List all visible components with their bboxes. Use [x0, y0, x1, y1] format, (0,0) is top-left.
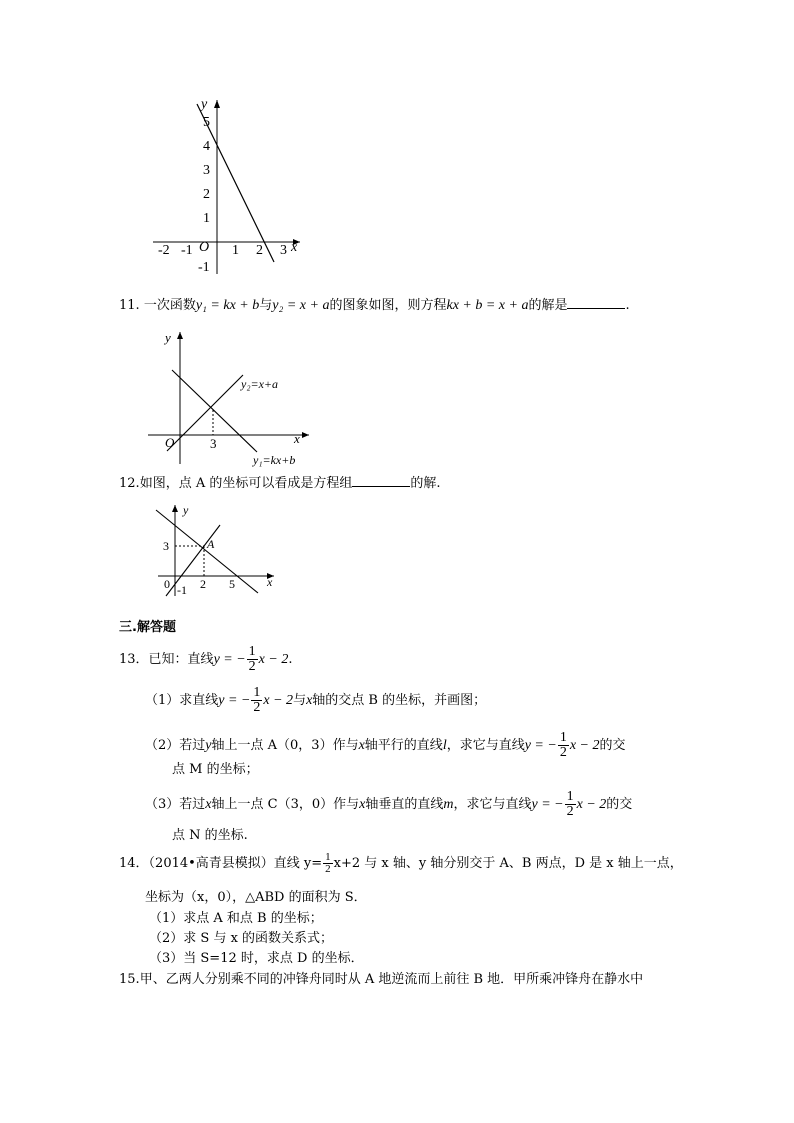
q11-f2: y₂ = x + a: [272, 298, 330, 313]
x-tick-neg2: -2: [158, 243, 170, 258]
q13-intro-text: 已知：直线: [148, 652, 214, 667]
q13-p1-var-x: x: [306, 693, 313, 708]
line-ascending: [166, 525, 220, 596]
frac-den: 2: [566, 804, 574, 819]
q13-number: 13．: [119, 652, 149, 667]
q11-f1: y₁ = kx + b: [195, 298, 260, 313]
frac-den: 2: [253, 700, 261, 715]
q11-number: 11.: [119, 298, 140, 313]
q11-text-end: .: [625, 298, 630, 313]
q11-eq: kx + b = x + a: [446, 298, 529, 313]
frac-den: 2: [325, 863, 331, 875]
x-tick-3: 3: [280, 243, 287, 258]
frac-num: 1: [248, 644, 256, 659]
y-axis-arrow: [172, 505, 178, 512]
q13-p3-e: 的交: [606, 797, 633, 812]
q12-text-a: 如图，点 A 的坐标可以看成是方程组: [139, 476, 353, 491]
frac-num: 1: [559, 730, 567, 745]
q11-text-a: 一次函数: [143, 298, 196, 313]
q13-p3-c: 轴垂直的直线: [365, 797, 444, 812]
q11-text-b: 与: [259, 298, 273, 313]
line-y2: [167, 375, 243, 451]
q12-number: 12.: [119, 476, 140, 491]
q13-p2-eq-right: x − 2: [569, 738, 600, 753]
q11-answer-blank[interactable]: [567, 296, 625, 309]
tick-x2: 2: [200, 577, 206, 591]
origin-label: O: [199, 240, 210, 255]
q13-p2-var-l: l: [442, 738, 447, 753]
x-tick-1: 1: [232, 243, 239, 258]
q13-p1-frac: [251, 686, 262, 715]
q13-p3-d: ，求它与直线: [453, 797, 532, 812]
q14-part2: （2）求 S 与 x 的函数关系式；: [149, 931, 334, 946]
q13-p2-e: 的交: [599, 738, 626, 753]
q13-p3-var-x: x: [205, 797, 212, 812]
origin-label: O: [165, 435, 175, 450]
q12-text-b: 的解.: [410, 476, 441, 491]
q14-b: x+2 与 x 轴、y 轴分别交于 A、B 两点，D 是 x 轴上一点，: [333, 856, 683, 871]
q13-part3: [145, 790, 632, 819]
tick-y3: 3: [163, 539, 169, 553]
x-tick-neg1: -1: [181, 243, 193, 258]
y-axis-arrow: [177, 332, 183, 339]
frac-den: 2: [559, 745, 567, 760]
frac-den: 2: [248, 659, 256, 674]
q13-p2-eq-left: y = −: [524, 738, 557, 753]
point-a-label: A: [207, 537, 215, 551]
q13-p3-frac: [565, 790, 576, 819]
q14-line1: [119, 852, 683, 876]
q13-p1-b: 与: [293, 693, 307, 708]
q13-eq-left: y = −: [213, 652, 246, 667]
q13-p3-var-m: m: [443, 797, 454, 812]
label-y2: y₂=x+a: [241, 377, 279, 391]
q11-text-c: 的图象如图，则方程: [329, 298, 447, 313]
x-axis-label: x: [291, 240, 298, 255]
x-axis-arrow: [302, 432, 309, 438]
q14-a: （2014•高青县模拟）直线 y=: [148, 856, 323, 871]
q13-p3-b: 轴上一点 C（3，0）作与: [211, 797, 360, 812]
q14-part1: （1）求点 A 和点 B 的坐标；: [149, 911, 323, 926]
q13-eq-frac: [247, 645, 258, 674]
q13-part1: [145, 686, 486, 715]
y-axis-label: y: [165, 330, 171, 345]
frac-num: 1: [253, 685, 261, 700]
frac-num: 1: [566, 789, 574, 804]
label-y1: y₁=kx+b: [253, 453, 296, 467]
q11-text: [119, 296, 630, 315]
q13-p2-c: 轴平行的直线: [364, 738, 443, 753]
q14-number: 14．: [119, 856, 149, 871]
x-tick-2: 2: [256, 243, 263, 258]
q13-p2-d: ，求它与直线: [446, 738, 525, 753]
y-axis-arrow: [214, 100, 220, 108]
q11-graph: [145, 326, 320, 471]
y-tick-neg1: -1: [198, 260, 210, 275]
q15-body: 甲、乙两人分别乘不同的冲锋舟同时从 A 地逆流而上前往 B 地．甲所乘冲锋舟在静水中: [139, 972, 644, 987]
q13-intro: 13．已知：直线y = − $\frac{1}{2}$ x − 2.: [119, 644, 293, 674]
q13-p2-var-y: y: [205, 738, 212, 753]
q13-p1-c: 轴的交点 B 的坐标，并画图；: [312, 693, 487, 708]
y-tick-3: 3: [203, 163, 210, 178]
x-axis-label: x: [267, 575, 273, 589]
tick-3: 3: [210, 436, 217, 451]
y-axis-label: y: [183, 503, 189, 517]
q15-text: [119, 971, 643, 989]
q13-p3-a: （3）若过: [145, 797, 206, 812]
y-axis-label: y: [201, 97, 208, 112]
q13-p2-frac: [558, 731, 569, 760]
y-tick-5: 5: [203, 115, 210, 130]
q12-text: [119, 474, 440, 493]
graph-top: [150, 96, 310, 276]
q14-line2: 坐标为（x，0），△ABD 的面积为 S．: [145, 890, 367, 905]
q13-p1-eq-left: y = −: [218, 693, 251, 708]
section-title: 三.解答题: [119, 620, 176, 635]
tick-x5: 5: [229, 577, 235, 591]
q13-p2-a: （2）若过: [145, 738, 206, 753]
frac-num: 1: [325, 851, 331, 863]
q13-part2-cont: 点 M 的坐标；: [172, 762, 259, 777]
tick-xneg1: -1: [177, 583, 187, 597]
q13-p3-eq-right: x − 2: [576, 797, 607, 812]
q13-p1-a: （1）求直线: [145, 693, 219, 708]
q13-part3-cont: 点 N 的坐标.: [172, 828, 248, 843]
q13-p3-eq-left: y = −: [531, 797, 564, 812]
y-tick-4: 4: [203, 139, 210, 154]
q11-text-d: 的解是: [528, 298, 568, 313]
q12-answer-blank[interactable]: [352, 474, 410, 487]
q14-frac: [323, 852, 333, 875]
q13-part2: [145, 731, 626, 760]
q13-p1-eq-right: x − 2: [263, 693, 294, 708]
q13-p3-var-x2: x: [359, 797, 366, 812]
y-tick-1: 1: [203, 211, 210, 226]
y-tick-2: 2: [203, 187, 210, 202]
q12-graph: [150, 500, 280, 600]
q14-part3: （3）当 S=12 时，求点 D 的坐标．: [149, 951, 364, 966]
x-axis-label: x: [294, 431, 300, 446]
q15-number: 15.: [119, 972, 140, 987]
q13-p2-var-x: x: [358, 738, 365, 753]
line-descending: [156, 510, 258, 593]
q13-p2-b: 轴上一点 A（0，3）作与: [211, 738, 359, 753]
origin-label: 0: [164, 577, 170, 591]
q13-eq-right: x − 2: [258, 652, 289, 667]
